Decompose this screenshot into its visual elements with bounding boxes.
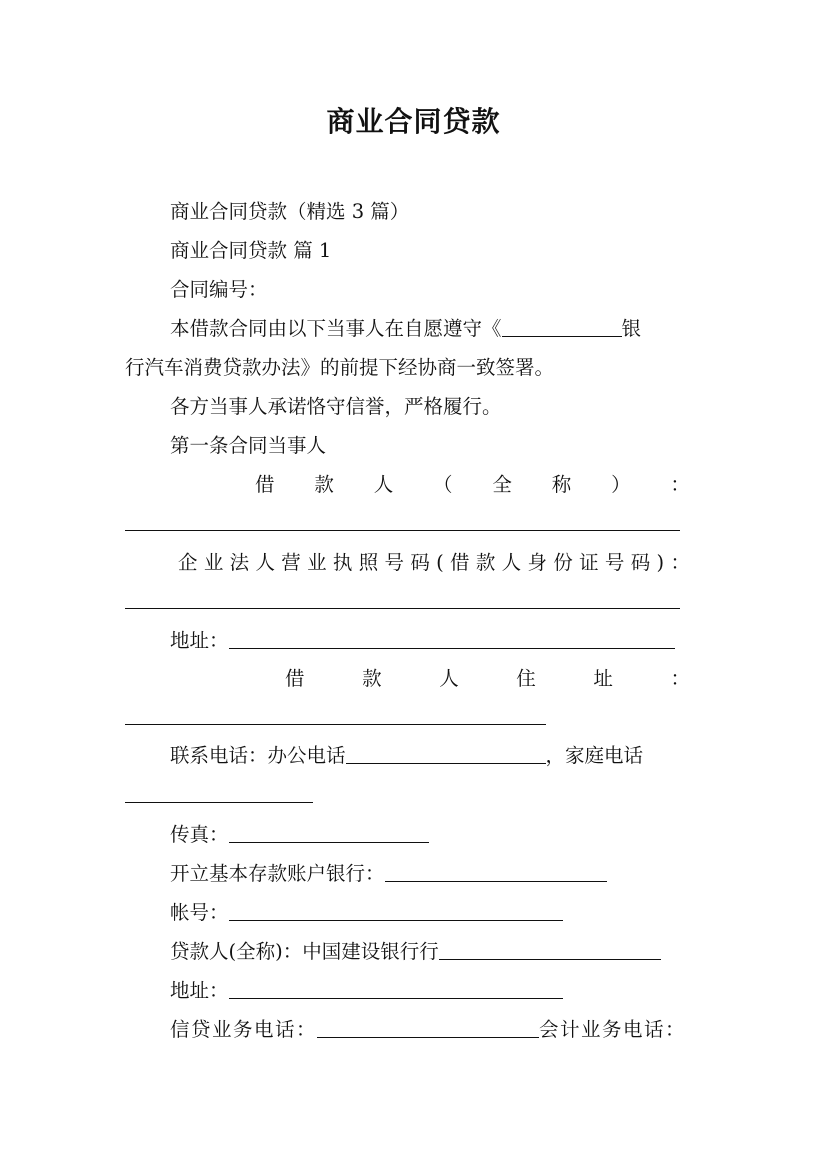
lender-address-blank[interactable] xyxy=(229,978,563,999)
spread-char: 执 xyxy=(332,551,353,574)
spread-char: ( xyxy=(436,551,444,574)
spread-char: 业 xyxy=(307,551,327,574)
license-number-label xyxy=(178,550,690,576)
spread-char: 营 xyxy=(281,551,301,574)
lender-line xyxy=(170,939,661,965)
account-label: 帐号： xyxy=(170,901,229,924)
spread-char: ： xyxy=(670,551,690,574)
subtitle-line: 商业合同贷款（精选 3 篇） xyxy=(170,200,410,223)
spread-char: 住 xyxy=(516,667,536,690)
borrower-address-label: 地址： xyxy=(170,629,229,652)
spread-char: 人 xyxy=(255,551,275,574)
spread-char: 款 xyxy=(314,473,334,496)
intro-text-b: 银 xyxy=(621,317,642,340)
commitment-line: 各方当事人承诺恪守信誉，严格履行。 xyxy=(170,395,502,418)
borrower-residence-label xyxy=(285,666,690,692)
accounting-phone-label: 会计业务电话： xyxy=(539,1018,687,1041)
article-one-heading: 第一条合同当事人 xyxy=(170,434,327,457)
lender-address-label: 地址： xyxy=(170,979,229,1002)
spread-char: ) xyxy=(656,551,665,574)
spread-char: 借 xyxy=(255,473,275,496)
lender-address-line xyxy=(170,978,563,1004)
deposit-bank-label: 开立基本存款账户银行： xyxy=(170,862,385,885)
borrower-name-label xyxy=(255,472,690,498)
business-phone-line xyxy=(170,1017,686,1043)
deposit-bank-blank[interactable] xyxy=(385,861,607,882)
phone-line xyxy=(170,743,643,769)
borrower-residence-blank[interactable] xyxy=(125,724,546,725)
document-title: 商业合同贷款 xyxy=(326,105,501,138)
spread-char: ： xyxy=(670,667,690,690)
fax-line xyxy=(170,822,429,848)
spread-char: 企 xyxy=(178,551,198,574)
borrower-address-blank[interactable] xyxy=(229,628,675,649)
spread-char: 人 xyxy=(373,473,394,496)
spread-char: 码 xyxy=(410,551,430,574)
office-phone-label: 联系电话：办公电话 xyxy=(170,744,346,767)
spread-char: 址 xyxy=(593,667,613,690)
spread-char: 人 xyxy=(439,667,459,690)
lender-label: 贷款人(全称)：中国建设银行行 xyxy=(170,940,439,963)
deposit-bank-line xyxy=(170,861,607,887)
fax-blank[interactable] xyxy=(229,822,429,843)
spread-char: 款 xyxy=(362,667,382,690)
home-phone-label: ，家庭电话 xyxy=(545,744,644,767)
spread-char: 借 xyxy=(450,551,470,574)
account-blank[interactable] xyxy=(229,900,563,921)
section-heading: 商业合同贷款 篇 1 xyxy=(170,239,332,262)
spread-char: （ xyxy=(433,473,453,496)
intro-text-a: 本借款合同由以下当事人在自愿遵守《 xyxy=(170,317,502,340)
borrower-address-line xyxy=(170,628,675,654)
spread-char: 号 xyxy=(604,551,625,574)
spread-char: 称 xyxy=(551,473,572,496)
spread-char: 款 xyxy=(475,551,496,574)
intro-line-1 xyxy=(170,316,641,342)
spread-char: ） xyxy=(611,473,631,496)
spread-char: 法 xyxy=(229,551,250,574)
spread-char: 人 xyxy=(501,551,522,574)
intro-line-2: 行汽车消费贷款办法》的前提下经协商一致签署。 xyxy=(125,356,555,379)
spread-char: 身 xyxy=(527,551,547,574)
bank-name-blank[interactable] xyxy=(502,316,622,337)
spread-char: 号 xyxy=(384,551,405,574)
credit-phone-label: 信贷业务电话： xyxy=(170,1018,318,1041)
spread-char: 照 xyxy=(358,551,379,574)
home-phone-blank[interactable] xyxy=(125,802,313,803)
credit-phone-blank[interactable] xyxy=(317,1017,539,1038)
office-phone-blank[interactable] xyxy=(346,743,546,764)
license-number-blank[interactable] xyxy=(125,608,680,609)
contract-number-label: 合同编号： xyxy=(170,278,268,301)
spread-char: 借 xyxy=(285,667,305,690)
spread-char: 码 xyxy=(630,551,651,574)
spread-char: 业 xyxy=(203,551,224,574)
fax-label: 传真： xyxy=(170,823,229,846)
borrower-name-blank[interactable] xyxy=(125,530,680,531)
spread-char: 证 xyxy=(579,551,599,574)
spread-char: 份 xyxy=(553,551,573,574)
account-line xyxy=(170,900,563,926)
spread-char: 全 xyxy=(492,473,512,496)
spread-char: ： xyxy=(670,473,690,496)
lender-branch-blank[interactable] xyxy=(439,939,661,960)
